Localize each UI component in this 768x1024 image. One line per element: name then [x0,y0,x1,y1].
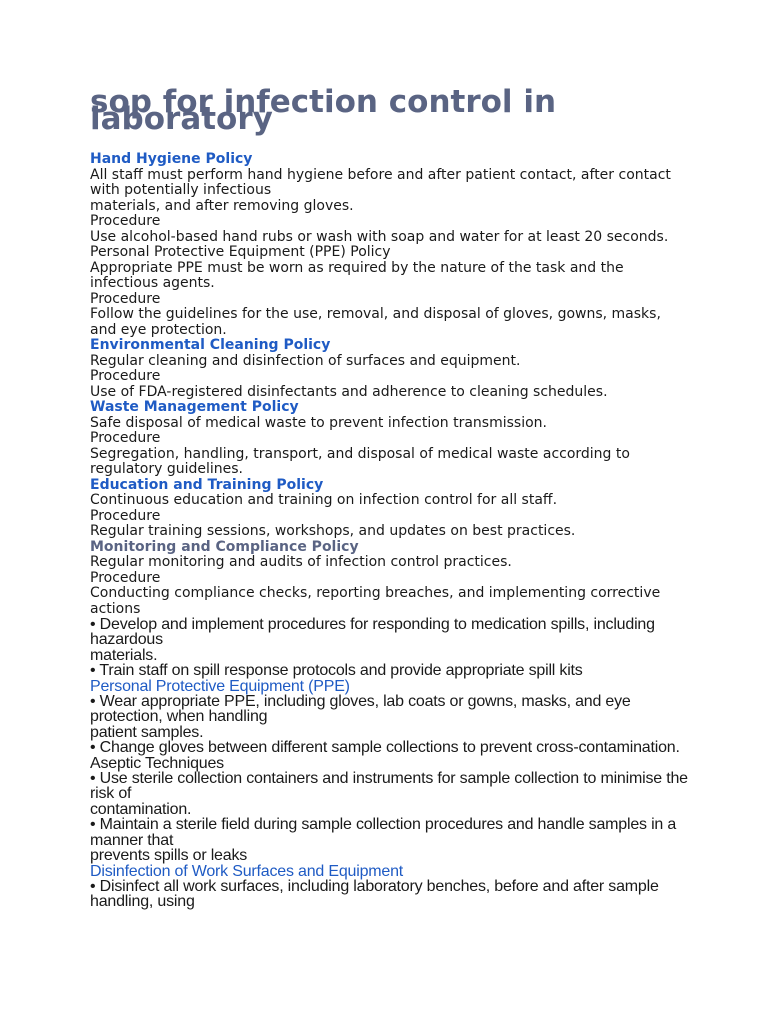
document-body [90,84,690,911]
document-title: sop for infection control in laboratory [90,84,557,137]
document-text-block [90,152,690,910]
text-line: materials, and after removing gloves. [90,197,354,214]
text-line: Procedure [90,368,161,384]
text-line: Regular cleaning and disinfection of surfaces and equipment. [90,352,521,369]
text-line: All staff must perform hand hygiene before and after patient contact, after contact with potentially infectious [90,166,671,198]
text-line: • Train staff on spill response protocols and provide appropriate spill kits [90,662,583,680]
section-heading: Disinfection of Work Surfaces and Equipment [90,862,404,880]
text-line: Use alcohol-based hand rubs or wash with soap and water for at least 20 seconds. [90,228,669,245]
text-line: • Disinfect all work surfaces, including laboratory benches, before and after sample handling, using [90,877,659,911]
text-line: patient samples. [90,723,204,741]
text-line: Procedure [90,507,161,524]
text-line: Continuous education and training on infection control for all staff. [90,492,558,508]
section-heading: Environmental Cleaning Policy [90,337,331,353]
text-line: Conducting compliance checks, reporting breaches, and implementing corrective actions [90,585,661,617]
text-line: • Develop and implement procedures for responding to medication spills, including hazardous [90,616,655,649]
text-line: Procedure [90,290,161,307]
text-line: Safe disposal of medical waste to prevent infection transmission. [90,414,547,431]
text-line: • Use sterile collection containers and instruments for sample collection to minimise the risk of [90,770,688,803]
text-line: Regular monitoring and audits of infection control practices. [90,554,512,570]
text-line: Personal Protective Equipment (PPE) Policy [90,244,391,260]
text-line: Procedure [90,213,161,229]
text-line: • Change gloves between different sample collections to prevent cross-contamination. [90,739,680,757]
text-line: Procedure [90,569,161,586]
text-line: Use of FDA-registered disinfectants and adherence to cleaning schedules. [90,383,608,400]
text-line: contamination. [90,800,192,818]
text-line: Regular training sessions, workshops, and updates on best practices. [90,523,576,539]
text-line: prevents spills or leaks [90,847,248,865]
section-heading: Hand Hygiene Policy [90,151,253,167]
text-line: materials. [90,646,158,664]
text-line: Procedure [90,430,161,446]
text-line: Appropriate PPE must be worn as required by the nature of the task and the infectious agents. [90,259,624,291]
text-line: • Maintain a sterile field during sample collection procedures and handle samples in a manner that [90,816,677,849]
section-heading: Personal Protective Equipment (PPE) [90,677,350,695]
section-heading: Education and Training Policy [90,476,324,493]
section-heading: Monitoring and Compliance Policy [90,538,359,555]
text-line: • Wear appropriate PPE, including gloves, lab coats or gowns, masks, and eye protection, when handling [90,693,631,726]
section-heading: Waste Management Policy [90,399,299,415]
text-line: Segregation, handling, transport, and disposal of medical waste according to regulatory guidelines. [90,445,630,477]
text-line: Aseptic Techniques [90,754,224,772]
text-line: Follow the guidelines for the use, removal, and disposal of gloves, gowns, masks, and eye protection. [90,306,661,338]
